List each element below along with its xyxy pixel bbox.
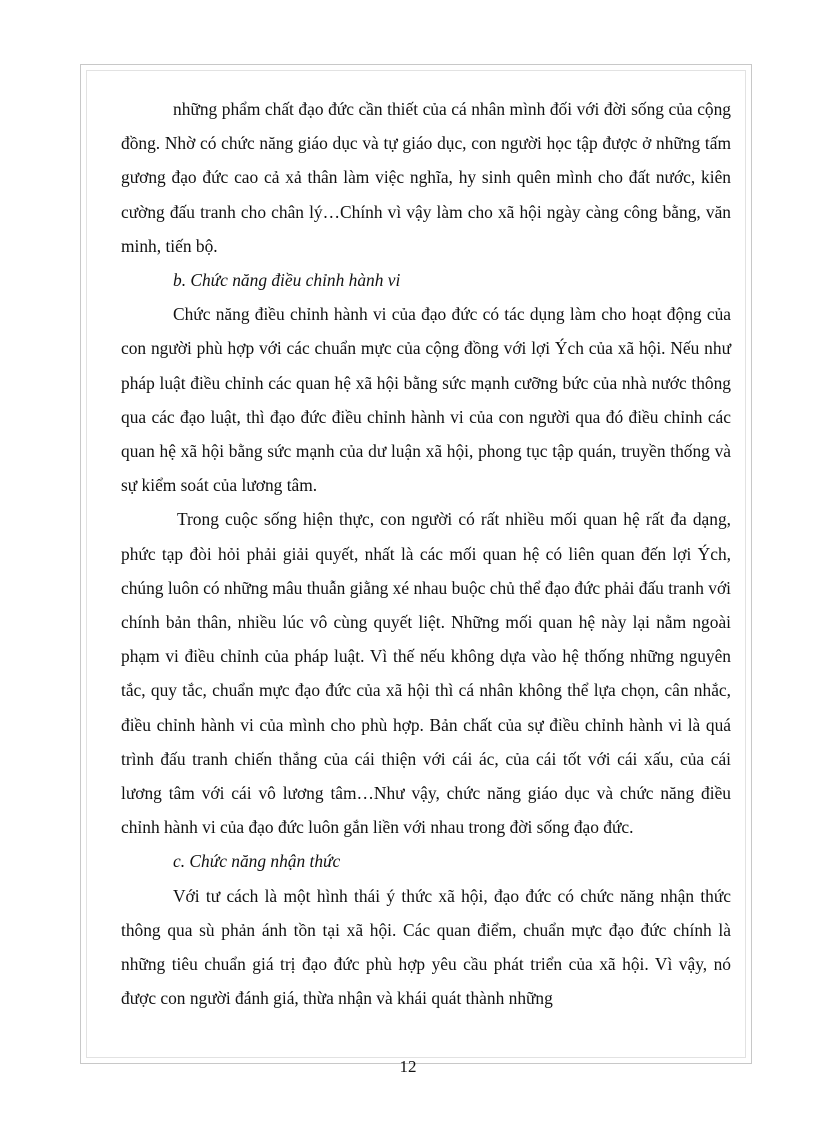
document-body xyxy=(121,92,731,1015)
section-heading-cognition: c. Chức năng nhận thức xyxy=(173,851,341,872)
section-heading-behavior-regulation: b. Chức năng điều chỉnh hành vi xyxy=(173,270,401,291)
paragraph-education-continuation: những phẩm chất đạo đức cần thiết của cá nhân mình đối với đời sống của cộng đồng. Nhờ có chức năng giáo dục và tự giáo dục, con người học tập được ở những tấm gương đạo đức cao cả xả thân làm việc nghĩa, hy sinh quên mình cho đất nước, kiên cường đấu tranh cho chân lý…Chính vì vậy làm cho xã hội ngày càng công bằng, văn minh, tiến bộ. xyxy=(121,99,731,256)
page-number: 12 xyxy=(399,1057,417,1076)
paragraph-real-life-relations: Trong cuộc sống hiện thực, con người có rất nhiều mối quan hệ rất đa dạng, phức tạp đòi hỏi phải giải quyết, nhất là các mối quan hệ có liên quan đến lợi Ých, chúng luôn có những mâu thuẫn giằng xé nhau buộc chủ thể đạo đức phải đấu tranh với chính bản thân, nhiều lúc vô cùng quyết liệt. Những mối quan hệ này lại nằm ngoài phạm vi điều chỉnh của pháp luật. Vì thế nếu không dựa vào hệ thống những nguyên tắc, quy tắc, chuẩn mực đạo đức của xã hội thì cá nhân không thể lựa chọn, cân nhắc, điều chỉnh hành vi của mình cho phù hợp. Bản chất của sự điều chỉnh hành vi là quá trình đấu tranh chiến thắng của cái thiện với cái ác, của cái tốt với cái xấu, của cái lương tâm với cái vô lương tâm…Như vậy, chức năng giáo dục và chức năng điều chỉnh hành vi của đạo đức luôn gắn liền với nhau trong đời sống đạo đức. xyxy=(121,509,731,838)
paragraph-cognition: Với tư cách là một hình thái ý thức xã hội, đạo đức có chức năng nhận thức thông qua sù phản ánh tồn tại xã hội. Các quan điểm, chuẩn mực đạo đức chính là những tiêu chuẩn giá trị đạo đức phù hợp yêu cầu phát triển của xã hội. Vì vậy, nó được con người đánh giá, thừa nhận và khái quát thành những xyxy=(121,885,731,1009)
paragraph-behavior-regulation: Chức năng điều chỉnh hành vi của đạo đức có tác dụng làm cho hoạt động của con người phù hợp với các chuẩn mực của cộng đồng với lợi Ých của xã hội. Nếu như pháp luật điều chỉnh các quan hệ xã hội bằng sức mạnh cưỡng bức của nhà nước thông qua các đạo luật, thì đạo đức điều chỉnh hành vi của con người qua đó điều chỉnh các quan hệ xã hội bằng sức mạnh của dư luận xã hội, phong tục tập quán, truyền thống và sự kiểm soát của lương tâm. xyxy=(121,304,731,496)
